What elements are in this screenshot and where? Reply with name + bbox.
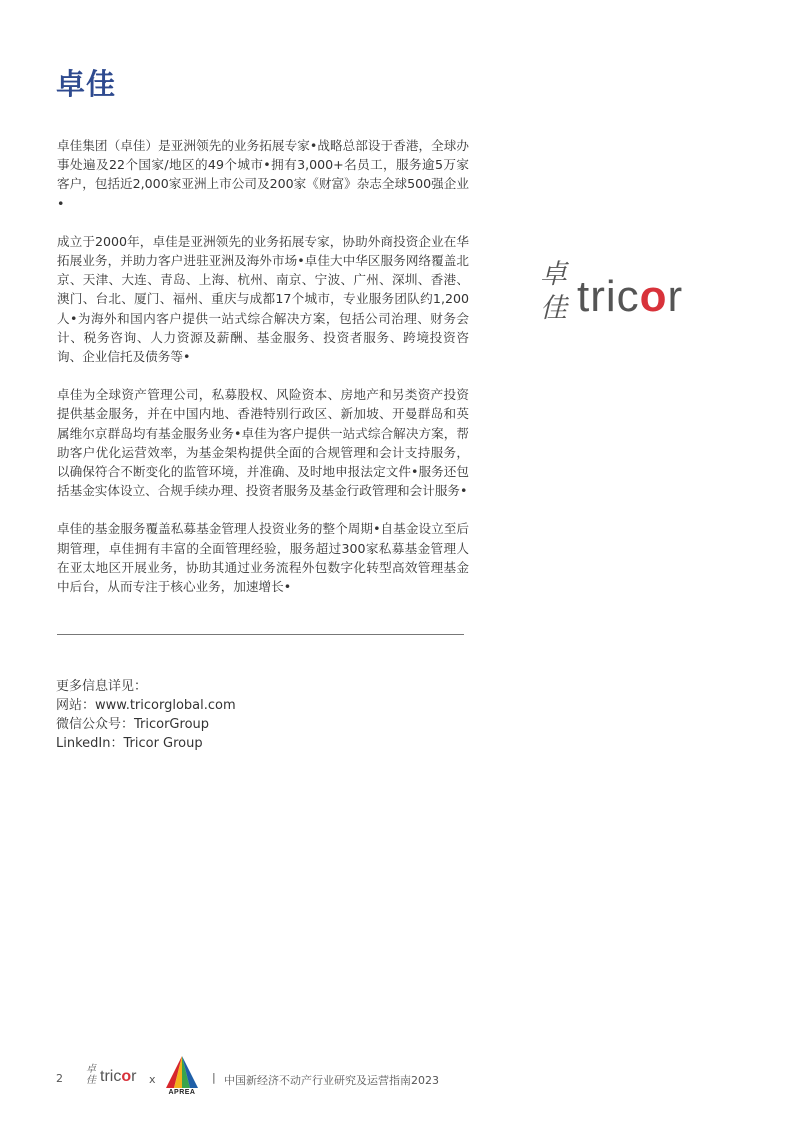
footer-logo-en-pre: tric xyxy=(100,1068,122,1085)
footer-times: x xyxy=(149,1073,156,1086)
tricor-logo-en-pre: tric xyxy=(577,272,640,321)
page-title: 卓佳 xyxy=(56,67,117,101)
footer-tricor-logo-cn: 卓佳 xyxy=(86,1064,96,1086)
contact-website[interactable]: 网站：www.tricorglobal.com xyxy=(56,698,236,713)
contact-linkedin[interactable]: LinkedIn：Tricor Group xyxy=(56,736,203,751)
footer-logo-en-post: r xyxy=(131,1068,137,1085)
paragraph-1: 卓佳集团（卓佳）是亚洲领先的业务拓展专家•战略总部设于香港，全球办事处遍及22个国家/地区的49个城市•拥有3,000+名员工，服务逾5万家客户，包括近2,000家亚洲上市公司及200家《财富》杂志全球500强企业• xyxy=(57,138,469,211)
footer-logo-en-o: o xyxy=(121,1068,132,1085)
tricor-logo-en xyxy=(577,272,683,322)
contact-info xyxy=(56,677,236,753)
page-footer xyxy=(56,1058,756,1098)
footer-tricor-logo-en xyxy=(100,1068,136,1086)
tricor-logo-en-o: o xyxy=(639,272,668,321)
paragraph-2: 成立于2000年，卓佳是亚洲领先的业务拓展专家，协助外商投资企业在华拓展业务，并助力客户进驻亚洲及海外市场•卓佳大中华区服务网络覆盖北京、天津、大连、青岛、上海、杭州、南京、宁波、广州、深圳、香港、澳门、台北、厦门、福州、重庆与成都17个城市，专业服务团队约1,200人•为海外和国内客户提供一站式综合解决方案，包括公司治理、财务会计、税务咨询、人力资源及薪酬、基金服务、投资者服务、跨境投资咨询、企业信托及债务等• xyxy=(57,233,469,365)
body-text xyxy=(57,136,469,615)
tricor-logo-en-post: r xyxy=(667,272,684,321)
contact-wechat: 微信公众号：TricorGroup xyxy=(56,717,210,732)
paragraph-3: 卓佳为全球资产管理公司，私募股权、风险资本、房地产和另类资产投资提供基金服务，并在中国内地、香港特别行政区、新加坡、开曼群岛和英属维尔京群岛均有基金服务业务•卓佳为客户提供一站式综合解决方案，帮助客户优化运营效率，为基金架构提供全面的合规管理和会计支持服务，以确保符合不断变化的监管环境，并准确、及时地申报法定文件•服务还包括基金实体设立、合规手续办理、投资者服务及基金行政管理和会计服务• xyxy=(57,387,469,499)
tricor-logo xyxy=(540,258,710,338)
section-divider xyxy=(57,634,464,635)
tricor-logo-cn: 卓佳 xyxy=(540,259,567,324)
paragraph-4: 卓佳的基金服务覆盖私募基金管理人投资业务的整个周期•自基金设立至后期管理，卓佳拥有丰富的全面管理经验，服务超过300家私募基金管理人在亚太地区开展业务，协助其通过业务流程外包数字化转型高效管理基金中后台，从而专注于核心业务，加速增长• xyxy=(57,521,469,595)
footer-doc-title: 中国新经济不动产行业研究及运营指南2023 xyxy=(224,1074,439,1087)
aprea-logo-label: APREA xyxy=(168,1089,196,1096)
footer-separator: | xyxy=(212,1071,216,1084)
page-number: 2 xyxy=(56,1072,63,1085)
contact-heading: 更多信息详见： xyxy=(56,679,148,694)
